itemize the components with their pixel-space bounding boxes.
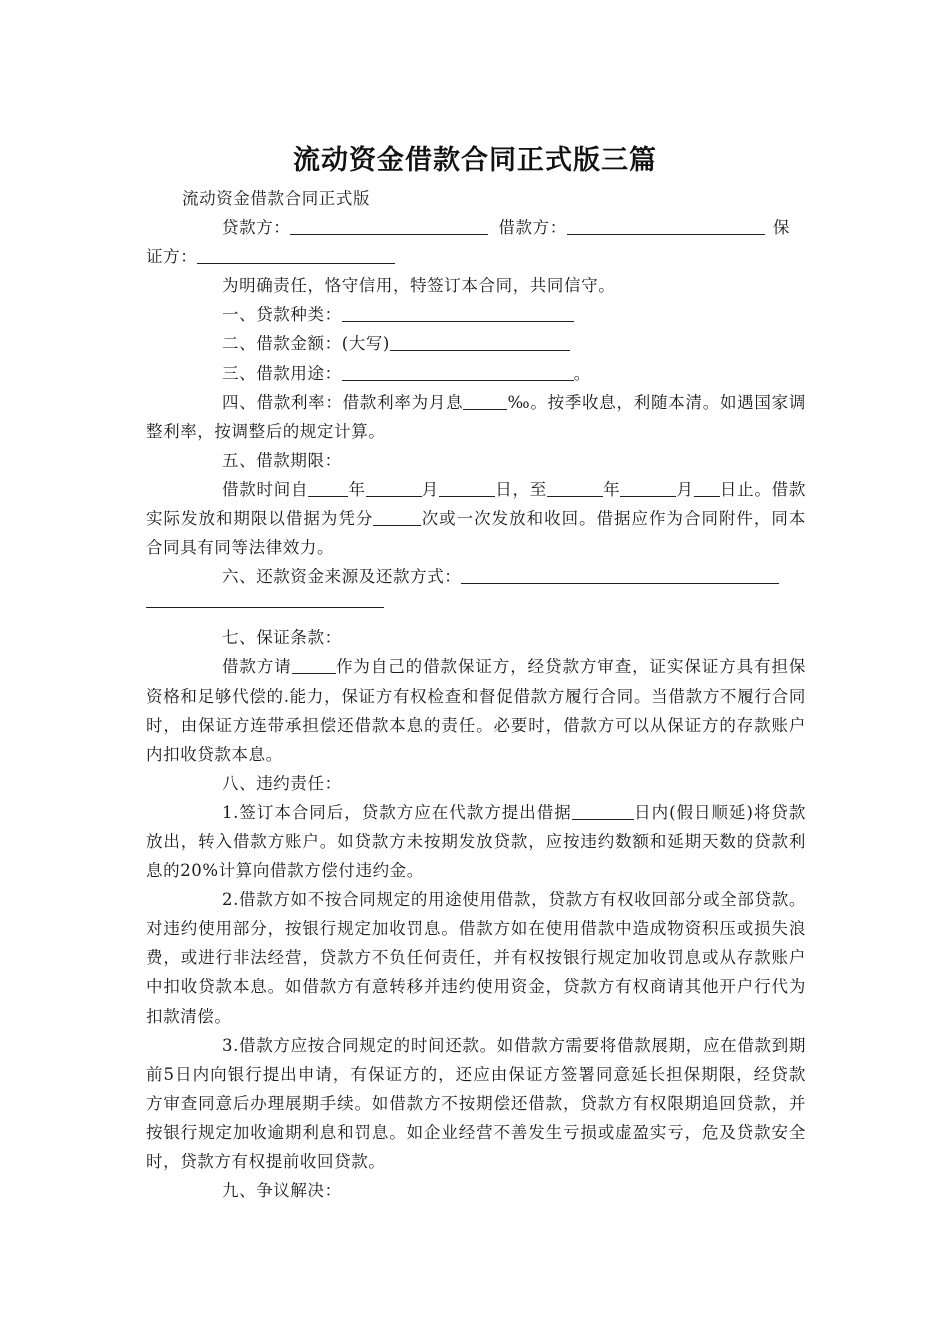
period-text-3: 日，至	[495, 479, 547, 499]
period-text-5: 月	[676, 479, 694, 499]
guarantor-label-a: 保	[772, 218, 790, 238]
guarantor-name-blank	[292, 655, 336, 674]
clause-8-heading: 八、违约责任：	[222, 773, 342, 793]
guarantor-blank	[197, 245, 395, 264]
clause-3	[146, 359, 806, 388]
days-blank	[572, 801, 634, 820]
guarantor-line	[146, 242, 806, 271]
repayment-blank-continued	[146, 591, 384, 608]
loan-type-blank	[342, 303, 574, 322]
clause-4-text-a: 四、借款利率：借款利率为月息	[222, 392, 464, 412]
clause-6-label: 六、还款资金来源及还款方式：	[222, 567, 462, 587]
borrower-label: 借款方：	[498, 218, 567, 238]
start-day-blank	[439, 478, 495, 497]
clause-3-end: 。	[573, 363, 591, 383]
clause-5-heading: 五、借款期限：	[222, 450, 342, 470]
clause-8-item-1	[146, 798, 806, 885]
contract-body	[146, 184, 806, 1205]
clause-2	[146, 329, 806, 358]
borrower-blank	[567, 216, 765, 235]
end-day-blank	[694, 478, 720, 497]
start-month-blank	[366, 478, 422, 497]
amount-blank	[390, 332, 570, 351]
rate-blank	[463, 391, 507, 410]
clause-7-body	[146, 652, 806, 768]
end-year-blank	[547, 478, 603, 497]
clause-9-heading: 九、争议解决：	[222, 1181, 342, 1201]
clause-4	[146, 388, 806, 446]
lender-blank	[290, 216, 488, 235]
preamble: 为明确责任，恪守信用，特签订本合同，共同信守。	[222, 276, 616, 296]
clause-1-label: 一、贷款种类：	[222, 305, 342, 325]
installments-blank	[373, 507, 421, 526]
clause-5-body	[146, 475, 806, 562]
clause-2-label: 二、借款金额：(大写)	[222, 334, 390, 354]
guarantor-label-b: 证方：	[146, 247, 198, 267]
period-text-7: 次或一次发放和收回。借据应作为合同附件，同本合同具有同等法律效力。	[146, 509, 806, 558]
period-text-6: 日止。借款实际发放和期限以借据为凭分	[146, 479, 807, 529]
page-title: 流动资金借款合同正式版三篇	[293, 145, 657, 176]
repayment-blank	[461, 565, 779, 584]
clause-7-heading: 七、保证条款：	[222, 628, 342, 648]
clause-7-text-a: 借款方请	[222, 657, 292, 677]
clause-3-label: 三、借款用途：	[222, 363, 342, 383]
lender-label: 贷款方：	[222, 218, 291, 238]
end-month-blank	[620, 478, 676, 497]
parties-line	[146, 213, 806, 242]
clause-4-text-b: ‰。按季收息，利随本清。如遇国家调整利率，按调整后的规定计算。	[146, 392, 806, 441]
clause-7-text-b: 作为自己的借款保证方，经贷款方审查，证实保证方具有担保资格和足够代偿的.能力，保证方有权检查和督促借款方履行合同。当借款方不履行合同时，由保证方连带承担偿还借款本息的责任。必要时，借款方可以从保证方的存款账户内扣收贷款本息。	[146, 657, 807, 764]
period-text-4: 年	[602, 479, 621, 499]
period-text-2: 月	[421, 479, 440, 499]
period-text-1: 年	[348, 479, 366, 499]
clause-8-item-2: 2.借款方如不按合同规定的用途使用借款，贷款方有权收回部分或全部贷款。对违约使用部分，按银行规定加收罚息。借款方如在使用借款中造成物资积压或损失浪费，或进行非法经营，贷款方不负任何责任，并有权按银行规定加收罚息或从存款账户中扣收贷款本息。如借款方有意转移并违约使用资金，贷款方有权商请其他开户行代为扣款清偿。	[146, 890, 806, 1026]
clause-1	[146, 300, 806, 329]
item-1-text-b: 日内(假日顺延)将贷款放出，转入借款方账户。如贷款方未按期发放贷款，应按违约数额和延期天数的贷款利息的20%计算向借款方偿付违约金。	[146, 802, 806, 881]
item-1-text-a: 1.签订本合同后，贷款方应在代款方提出借据	[222, 802, 572, 822]
purpose-blank	[342, 362, 574, 381]
clause-6	[146, 562, 806, 591]
period-text-0: 借款时间自	[222, 479, 309, 499]
contract-subtitle: 流动资金借款合同正式版	[182, 189, 371, 208]
clause-8-item-3: 3.借款方应按合同规定的时间还款。如借款方需要将借款展期，应在借款到期前5日内向银行提出申请，有保证方的，还应由保证方签署同意延长担保期限，经贷款方审查同意后办理展期手续。如借款方不按期偿还借款，贷款方有权限期追回贷款，并按银行规定加收逾期利息和罚息。如企业经营不善发生亏损或虚盈实亏，危及贷款安全时，贷款方有权提前收回贷款。	[146, 1035, 806, 1171]
start-year-blank	[308, 478, 348, 497]
